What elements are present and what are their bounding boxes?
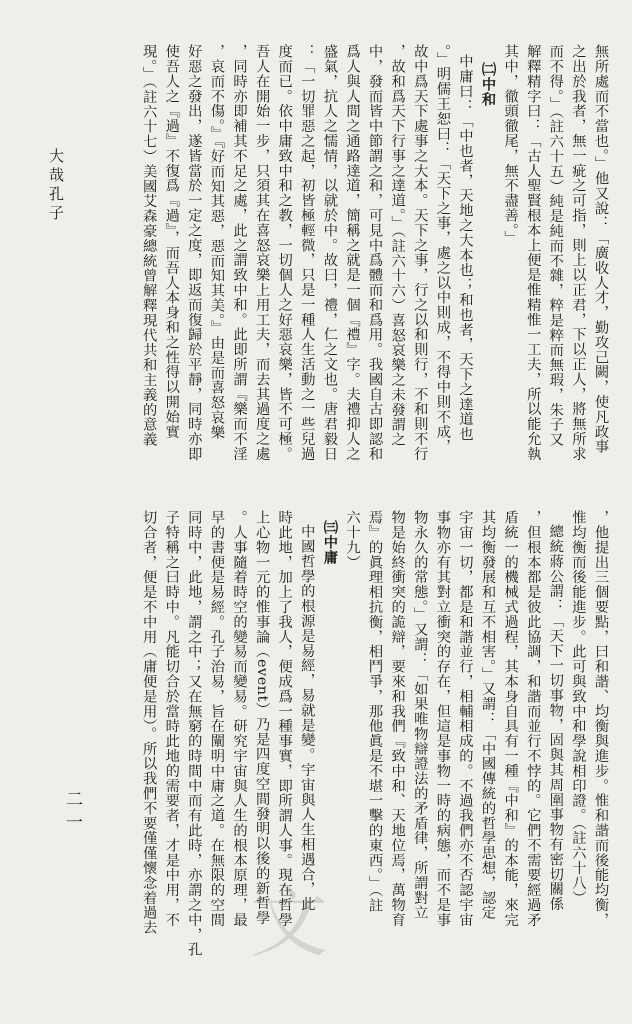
text-column: 惟均衡而後能進步。此可與致中和學說相印證。（註六十八）: [570, 510, 587, 906]
text-column: 盾統一的機械式過程，其本身自具有一種『中和』的本能，來完: [502, 510, 519, 928]
text-column: ，故和爲天下行事之達道。」（註六十六）喜怒哀樂之未發謂之: [389, 44, 406, 447]
text-column: 故中爲天下處事之大本。天下之事，行之以和則行，不和則不行: [412, 44, 429, 462]
text-column: 中國哲學的根源是易經，易就是變。宇宙與人生相遇合，此: [299, 524, 316, 912]
text-column: 其中，徹頭徹尾，無不盡善。」: [502, 44, 519, 246]
text-column: 焉』的眞理相抗衡，相鬥爭，那他眞是不堪一擊的東西。」（註: [367, 510, 384, 913]
text-column: ，他提出三個要點，曰和諧、均衡與進步。惟和諧而後能均衡，: [593, 510, 609, 928]
running-head: 大哉孔子: [47, 148, 65, 224]
text-column: 。」明儒王恕曰：「天下之事，處之以中則成，不得中則不成，: [434, 44, 451, 455]
text-column: 度而已。依中庸致中和之教，一切個人之好惡哀樂，皆不可極。: [276, 44, 293, 462]
text-column: 中，發而皆中節謂之和，可見中爲體而和爲用。我國自古即認和: [367, 44, 384, 462]
text-column: 中庸曰：「中也者，天地之大本也；和也者，天下之達道也: [457, 54, 474, 442]
text-column: 早的書便是易經。孔子治易，旨在闡明中庸之道。在無限的空間: [208, 510, 225, 928]
text-column: 之出於我者，無一疵之可指，則上以正君，下以正人，將無所求: [570, 44, 587, 462]
text-column: 爲人與人間之通路達道，簡稱之就是一個『禮』字。夫禮抑人之: [344, 44, 361, 462]
text-column: 宇宙一切，都是和諧並行，相輔相成的。不過我們亦不否認宇宙: [457, 510, 474, 928]
text-column: 。人事隨着時空的變易而變易。研究宇宙與人生的根本原理，最: [231, 510, 248, 928]
page-number: 二一: [62, 790, 82, 836]
text-column: 上心物一元的惟事論（event）乃是四度空間發明以後的新哲學: [254, 510, 271, 926]
bottom-text-block: [141, 510, 612, 968]
section-heading-zhongyong: ㈢中庸: [321, 520, 338, 565]
text-column: 無所處而不當也。」他又說：「廣收人才，勤攻己闕，使凡政事: [593, 44, 609, 455]
text-column: 解釋精字曰：「古人聖賢根本上便是惟精惟一工夫，所以能允執: [525, 44, 542, 462]
text-column: 切合者，便是不中用（庸便是用）。所以我們不要僅僅懷念着過去: [141, 510, 158, 935]
text-column: 而不得。」（註六十五）純是純而不雜，粹是粹而無瑕，朱子又: [547, 44, 564, 447]
text-column: 吾人在開始一步，只須其在喜怒哀樂上用工夫，而去其過度之處: [254, 44, 271, 462]
text-column: 子特稱之曰時中。凡能切合於當時此地的需要者，才是中用，不: [163, 510, 180, 928]
text-column: 同時中，此地，謂之中；又在無窮的時間中而有此時，亦謂之中，孔: [186, 510, 203, 957]
section-heading-zhonghe: ㈡中和: [480, 62, 497, 107]
text-column: 物永久的常態。」又謂：「如果唯物辯證法的矛盾律，所謂對立: [412, 510, 429, 921]
text-column: 時此地，加上了我人，便成爲一種事實，即所謂人事。現在哲學: [276, 510, 293, 928]
text-column: 總統蔣公謂：「天下一切事物，固與其周圍事物有密切關係: [547, 524, 564, 912]
watermark: 文: [250, 878, 339, 968]
text-column: 盛氣，抗人之懦情，以就於中。故曰，禮，仁之文也。唐君毅日: [321, 44, 338, 462]
text-column: ，但根本都是彼此協調，和諧而並行不悖的。它們不需要經過矛: [525, 510, 542, 928]
text-column: ，哀而不傷。』『好而知其惡，惡而知其美。』由是而喜怒哀樂: [208, 44, 225, 440]
text-column: 現。」（註六十七）美國艾森豪總統曾解釋現代共和主義的意義: [141, 44, 158, 447]
text-column: ：「一切罪惡之起，初皆極輕微，只是一種人生活動之一些兒過: [299, 44, 316, 462]
text-column: 好惡之發出，遂皆當於一定之度，即返而復歸於平靜，同時亦即: [186, 44, 203, 462]
text-column: 六十九）: [344, 510, 361, 570]
text-column: 其均衡發展和互不相害。」又謂：「中國傳統的哲學思想，認定: [480, 510, 497, 921]
text-column: ，同時亦即補其不足之處，此之謂致中和。此即所謂『樂而不淫: [231, 44, 248, 462]
text-column: 事物亦有其對立衝突的存在，但這是事物一時的病態，而不是事: [434, 510, 451, 928]
top-text-block: [124, 44, 612, 499]
text-column: 物是始終衝突的詭辯，要來和我們『致中和、天地位焉，萬物育: [389, 510, 406, 928]
text-column: 使吾人之『過』不復爲『過』，而吾人本身和之性得以開始實: [163, 44, 180, 440]
